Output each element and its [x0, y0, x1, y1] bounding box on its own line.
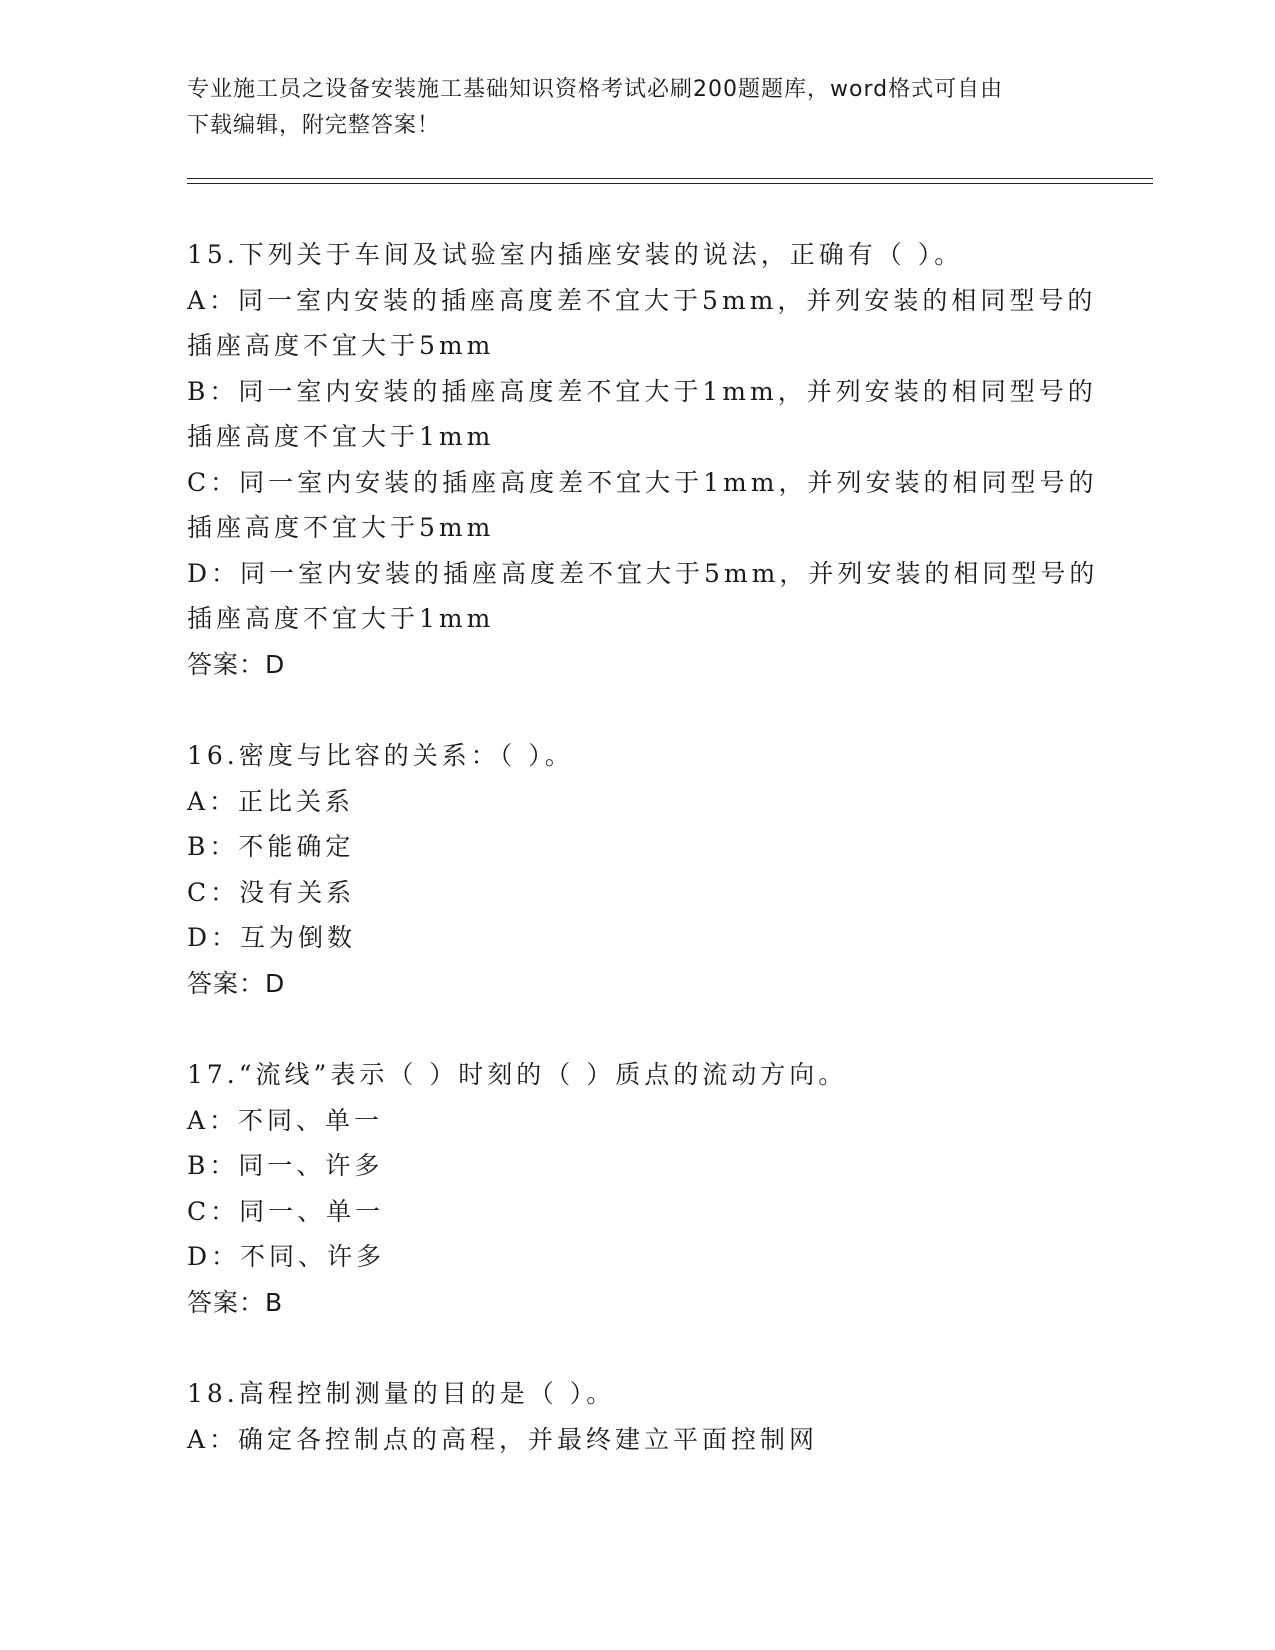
question-17 — [187, 1052, 1087, 1325]
answer-text: 答案：B — [187, 1287, 284, 1317]
question-15 — [187, 232, 1099, 687]
option-a: A：不同、单一 — [187, 1105, 384, 1135]
question-list — [187, 232, 1099, 1508]
option-a: A：同一室内安装的插座高度差不宜大于5mm，并列安装的相同型号的 — [187, 285, 1097, 315]
option-d: D：同一室内安装的插座高度差不宜大于5mm，并列安装的相同型号的 — [187, 558, 1099, 588]
question-16 — [187, 733, 1087, 1006]
option-c: C：同一室内安装的插座高度差不宜大于1mm，并列安装的相同型号的 — [187, 467, 1098, 497]
question-stem: 15.下列关于车间及试验室内插座安装的说法，正确有（ ）。 — [187, 240, 964, 269]
question-stem: 18.高程控制测量的目的是（ ）。 — [187, 1379, 616, 1408]
option-c: C：同一、单一 — [187, 1196, 385, 1226]
option-c: C：没有关系 — [187, 877, 356, 907]
option-a: A：正比关系 — [187, 786, 355, 816]
header-line-2: 下载编辑，附完整答案！ — [187, 113, 441, 138]
option-b: B：同一、许多 — [187, 1151, 384, 1180]
option-d: D：不同、许多 — [187, 1242, 386, 1271]
option-c-continued: 插座高度不宜大于5mm — [187, 513, 495, 542]
header-divider-top — [187, 178, 1153, 179]
document-header — [187, 72, 1067, 144]
answer-text: 答案：D — [187, 649, 286, 679]
option-a-continued: 插座高度不宜大于5mm — [187, 331, 495, 360]
question-stem: 16.密度与比容的关系：（ ）。 — [187, 741, 574, 770]
header-divider-bottom — [187, 183, 1153, 184]
option-d: D：互为倒数 — [187, 923, 357, 952]
option-b-continued: 插座高度不宜大于1mm — [187, 422, 495, 451]
option-b: B：不能确定 — [187, 832, 355, 861]
question-18 — [187, 1371, 1087, 1462]
header-line-1: 专业施工员之设备安装施工基础知识资格考试必刷200题题库，word格式可自由 — [187, 77, 1004, 102]
answer-text: 答案：D — [187, 968, 286, 998]
option-a: A：确定各控制点的高程，并最终建立平面控制网 — [187, 1424, 819, 1454]
question-stem: 17.“流线”表示（ ）时刻的（ ）质点的流动方向。 — [187, 1060, 848, 1089]
option-d-continued: 插座高度不宜大于1mm — [187, 604, 495, 633]
option-b: B：同一室内安装的插座高度差不宜大于1mm，并列安装的相同型号的 — [187, 376, 1097, 406]
